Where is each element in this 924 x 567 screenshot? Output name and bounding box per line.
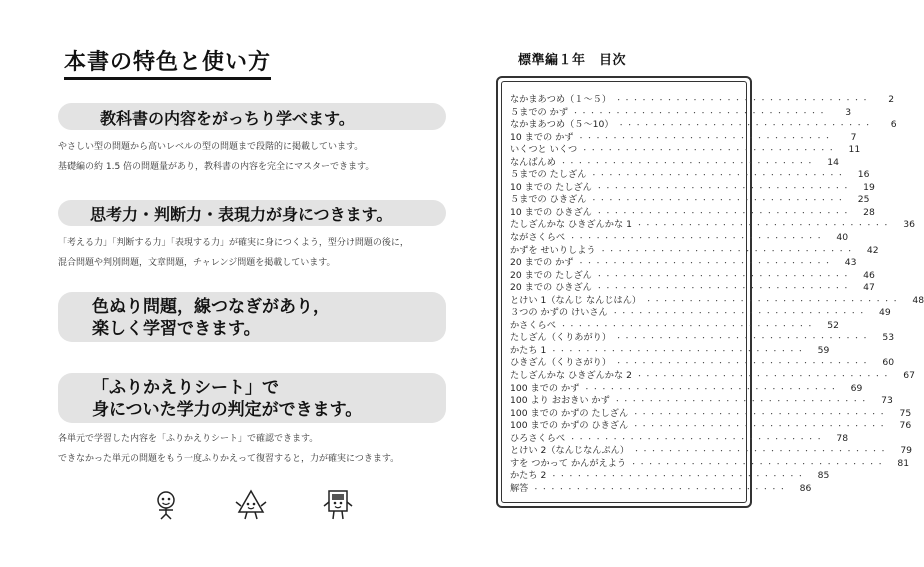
toc-entry[interactable] [510, 420, 912, 433]
toc-entry-page: 3 [845, 106, 852, 118]
toc-entry-page: 25 [857, 194, 870, 206]
toc-entry-page: 86 [799, 482, 812, 494]
toc-entry[interactable] [510, 382, 863, 396]
toc-entry-page: 36 [903, 219, 915, 231]
pencil-character-icon [150, 488, 182, 520]
toc-leader-dots: ・・・・・・・・・・・・・・・・・・・・・・・・・・・・・・ [617, 121, 873, 130]
toc-entry[interactable] [510, 94, 895, 107]
toc-entry-page: 59 [817, 344, 830, 356]
toc-entry[interactable] [510, 156, 839, 170]
toc-entry-page: 6 [890, 119, 897, 131]
feature-desc-line: できなかった単元の問題をもう一度ふりかえって復習すると，力が確実につきます。 [58, 454, 400, 464]
toc-entry-label: すを つかって かんがえよう [510, 457, 627, 469]
toc-entry-label: ながさくらべ [510, 232, 566, 244]
toc-entry-page: 7 [850, 131, 857, 143]
toc-entry[interactable] [510, 445, 913, 458]
toc-entry-label: かさくらべ [510, 319, 556, 331]
toc-entry-page: 14 [827, 156, 839, 168]
toc-entry-label: 10 までの たしざん [510, 181, 592, 193]
toc-leader-dots: ・・・・・・・・・・・・・・・・・・・・・・・・・・・・・・ [550, 472, 806, 481]
feature-heading-line: 楽しく学習できます。 [92, 319, 261, 339]
toc-entry-page: 67 [903, 370, 915, 382]
toc-leader-dots: ・・・・・・・・・・・・・・・・・・・・・・・・・・・・・・ [632, 409, 888, 418]
toc-entry[interactable] [510, 395, 893, 408]
feature-heading-4 [58, 373, 446, 423]
toc-entry-page: 53 [882, 332, 895, 344]
toc-entry-label: とけい 1（なんじ なんじはん） [510, 294, 642, 306]
feature-desc-2 [58, 233, 458, 273]
toc-entry[interactable] [510, 457, 910, 471]
toc-entry[interactable] [510, 332, 895, 345]
toc-leader-dots: ・・・・・・・・・・・・・・・・・・・・・・・・・・・・・・ [635, 372, 891, 381]
toc-entry-page: 28 [863, 206, 875, 218]
feature-desc-4 [58, 429, 458, 469]
toc-entry-label: なかまあつめ（１～５） [510, 94, 612, 105]
toc-entry-label: 100 までの かずの ひきざん [510, 420, 629, 432]
toc-entry-page: 85 [817, 470, 830, 482]
toc-entry-label: ひきざん（くりさがり） [510, 357, 612, 369]
toc-leader-dots: ・・・・・・・・・・・・・・・・・・・・・・・・・・・・・・ [577, 259, 833, 268]
toc-entry-page: 81 [897, 457, 910, 469]
square-character-icon [322, 488, 354, 520]
toc-entry-label: なかまあつめ（５～10） [510, 119, 614, 131]
toc-entry-label: いくつと いくつ [510, 144, 578, 156]
toc-entry-label: ３つの かずの けいさん [510, 307, 608, 319]
toc-entry[interactable] [510, 470, 830, 483]
toc-entry[interactable] [510, 181, 875, 195]
toc-entry-label: ５までの たしざん [510, 169, 587, 181]
feature-heading-line: 色ぬり問題，線つなぎがあり， [92, 297, 330, 317]
toc-leader-dots: ・・・・・・・・・・・・・・・・・・・・・・・・・・・・・・ [645, 296, 901, 305]
toc-entry[interactable] [510, 144, 861, 157]
toc-entry[interactable] [510, 282, 875, 295]
feature-heading-2 [58, 200, 446, 226]
page-title: 本書の特色と使い方 [64, 50, 271, 80]
feature-heading-line: 身についた学力の判定ができます。 [92, 400, 363, 420]
toc-entry-page: 60 [882, 357, 895, 369]
feature-desc-1 [58, 137, 458, 177]
toc-entry-label: ひろさくらべ [510, 432, 566, 444]
toc-entry[interactable] [510, 244, 879, 258]
toc-entry-page: 11 [848, 144, 861, 156]
toc-entry[interactable] [510, 206, 875, 220]
feature-desc-line: 基礎編の約 1.5 倍の問題量があり，教科書の内容を完全にマスターできます。 [58, 162, 375, 172]
toc-entry-label: かずを せいりしよう [510, 244, 596, 256]
toc-leader-dots: ・・・・・・・・・・・・・・・・・・・・・・・・・・・・・・ [635, 221, 891, 230]
toc-entry-page: 43 [844, 257, 857, 269]
toc-leader-dots: ・・・・・・・・・・・・・・・・・・・・・・・・・・・・・・ [632, 422, 888, 431]
toc-entry-page: 49 [879, 307, 891, 319]
toc-entry-page: 48 [912, 294, 924, 306]
toc-entry-label: かたち 1 [510, 344, 547, 356]
toc-entry-label: 100 までの かずの たしざん [510, 407, 629, 419]
toc-entry-page: 46 [863, 269, 875, 281]
toc-title: 標準編１年 目次 [518, 53, 627, 68]
toc-leader-dots: ・・・・・・・・・・・・・・・・・・・・・・・・・・・・・・ [599, 246, 855, 255]
toc-entry[interactable] [510, 319, 839, 333]
toc-leader-dots: ・・・・・・・・・・・・・・・・・・・・・・・・・・・・・・ [615, 359, 871, 368]
toc-leader-dots: ・・・・・・・・・・・・・・・・・・・・・・・・・・・・・・ [611, 309, 867, 318]
toc-entry-page: 2 [888, 94, 895, 105]
toc-entry-label: 10 までの かず [510, 131, 574, 143]
toc-entry[interactable] [510, 307, 891, 320]
toc-leader-dots: ・・・・・・・・・・・・・・・・・・・・・・・・・・・・・・ [630, 459, 886, 468]
toc-entry-page: 79 [900, 445, 913, 457]
toc-leader-dots: ・・・・・・・・・・・・・・・・・・・・・・・・・・・・・・ [532, 484, 788, 493]
toc-entry[interactable] [510, 119, 897, 132]
toc-entry-page: 78 [836, 432, 849, 444]
triangle-character-icon [235, 488, 267, 520]
toc-leader-dots: ・・・・・・・・・・・・・・・・・・・・・・・・・・・・・・ [581, 146, 837, 155]
toc-entry[interactable] [510, 407, 912, 421]
toc-entry[interactable] [510, 131, 857, 145]
toc-leader-dots: ・・・・・・・・・・・・・・・・・・・・・・・・・・・・・・ [615, 96, 871, 104]
toc-entry[interactable] [510, 169, 870, 182]
feature-heading-line: 「ふりかえりシート」で [92, 378, 279, 398]
toc-leader-dots: ・・・・・・・・・・・・・・・・・・・・・・・・・・・・・・ [595, 284, 851, 293]
toc-entry-label: たしざんかな ひきざんかな 2 [510, 370, 632, 382]
toc-entry[interactable] [510, 106, 852, 120]
toc-leader-dots: ・・・・・・・・・・・・・・・・・・・・・・・・・・・・・・ [569, 234, 825, 243]
toc-leader-dots: ・・・・・・・・・・・・・・・・・・・・・・・・・・・・・・ [559, 321, 815, 330]
toc-entry-label: 100 までの かず [510, 382, 580, 394]
toc-entry-label: 100 より おおきい かず [510, 395, 610, 407]
toc-entry-page: 42 [866, 244, 879, 256]
toc-entry[interactable] [510, 370, 915, 383]
toc-box [496, 76, 924, 508]
toc-entry-label: 解答 [510, 482, 529, 494]
toc-entry[interactable] [510, 219, 915, 232]
toc-leader-dots: ・・・・・・・・・・・・・・・・・・・・・・・・・・・・・・ [613, 397, 869, 406]
feature-heading-1 [58, 103, 446, 130]
toc-leader-dots: ・・・・・・・・・・・・・・・・・・・・・・・・・・・・・・ [583, 384, 839, 393]
feature-desc-line: 各単元で学習した内容を「ふりかえりシート」で確認できます。 [58, 434, 319, 444]
toc-entry-page: 19 [863, 181, 875, 193]
toc-leader-dots: ・・・・・・・・・・・・・・・・・・・・・・・・・・・・・・ [550, 346, 806, 355]
toc-entry-label: 20 までの ひきざん [510, 282, 592, 294]
toc-entry-label: 20 までの かず [510, 257, 574, 269]
toc-leader-dots: ・・・・・・・・・・・・・・・・・・・・・・・・・・・・・・ [569, 434, 825, 443]
toc-entry[interactable] [510, 482, 812, 496]
toc-entry-label: 20 までの たしざん [510, 269, 592, 281]
toc-entry[interactable] [510, 257, 857, 270]
feature-desc-line: 「考える力」「判断する力」「表現する力」が確実に身につくよう，型分け問題の後に， [58, 238, 409, 248]
toc-entry-page: 75 [899, 407, 912, 419]
feature-heading-line: 教科書の内容をがっちり学べます。 [100, 109, 355, 128]
toc-leader-dots: ・・・・・・・・・・・・・・・・・・・・・・・・・・・・・・ [590, 196, 846, 205]
toc-entry-label: たしざんかな ひきざんかな 1 [510, 219, 632, 231]
toc-leader-dots: ・・・・・・・・・・・・・・・・・・・・・・・・・・・・・・ [595, 271, 851, 280]
feature-desc-line: やさしい型の問題から高いレベルの型の問題まで段階的に掲載しています。 [58, 142, 364, 152]
toc-entry-page: 52 [827, 319, 839, 331]
toc-entry-page: 40 [836, 232, 849, 244]
toc-entry[interactable] [510, 294, 924, 308]
toc-entry-label: たしざん（くりあがり） [510, 332, 612, 344]
toc-list [510, 94, 924, 496]
toc-entry-label: かたち 2 [510, 470, 547, 482]
toc-leader-dots: ・・・・・・・・・・・・・・・・・・・・・・・・・・・・・・ [572, 108, 828, 117]
toc-entry-label: ５までの ひきざん [510, 194, 587, 206]
toc-entry[interactable] [510, 269, 875, 283]
toc-entry[interactable] [510, 357, 895, 370]
toc-entry[interactable] [510, 232, 849, 245]
toc-leader-dots: ・・・・・・・・・・・・・・・・・・・・・・・・・・・・・・ [595, 208, 851, 217]
toc-entry[interactable] [510, 432, 849, 446]
toc-leader-dots: ・・・・・・・・・・・・・・・・・・・・・・・・・・・・・・ [633, 447, 889, 456]
toc-entry-label: なんばんめ [510, 156, 556, 168]
feature-heading-3 [58, 292, 446, 342]
toc-leader-dots: ・・・・・・・・・・・・・・・・・・・・・・・・・・・・・・ [590, 171, 846, 180]
toc-entry-page: 16 [857, 169, 870, 181]
feature-desc-line: 混合問題や判別問題，文章問題，チャレンジ問題を掲載しています。 [58, 258, 336, 268]
toc-leader-dots: ・・・・・・・・・・・・・・・・・・・・・・・・・・・・・・ [595, 183, 851, 192]
toc-leader-dots: ・・・・・・・・・・・・・・・・・・・・・・・・・・・・・・ [577, 133, 833, 142]
toc-entry-label: ５までの かず [510, 106, 569, 118]
toc-entry-page: 47 [863, 282, 875, 294]
feature-heading-line: 思考力・判断力・表現力が身につきます。 [90, 205, 393, 224]
toc-leader-dots: ・・・・・・・・・・・・・・・・・・・・・・・・・・・・・・ [559, 158, 815, 167]
mascot-characters [150, 488, 350, 520]
toc-entry-label: 10 までの ひきざん [510, 206, 592, 218]
toc-entry-label: とけい 2（なんじなんぷん） [510, 445, 630, 457]
toc-entry-page: 73 [881, 395, 893, 407]
toc-entry[interactable] [510, 194, 870, 207]
toc-leader-dots: ・・・・・・・・・・・・・・・・・・・・・・・・・・・・・・ [615, 334, 871, 343]
toc-entry-page: 76 [899, 420, 912, 432]
toc-entry-page: 69 [850, 382, 863, 394]
toc-entry[interactable] [510, 344, 830, 358]
